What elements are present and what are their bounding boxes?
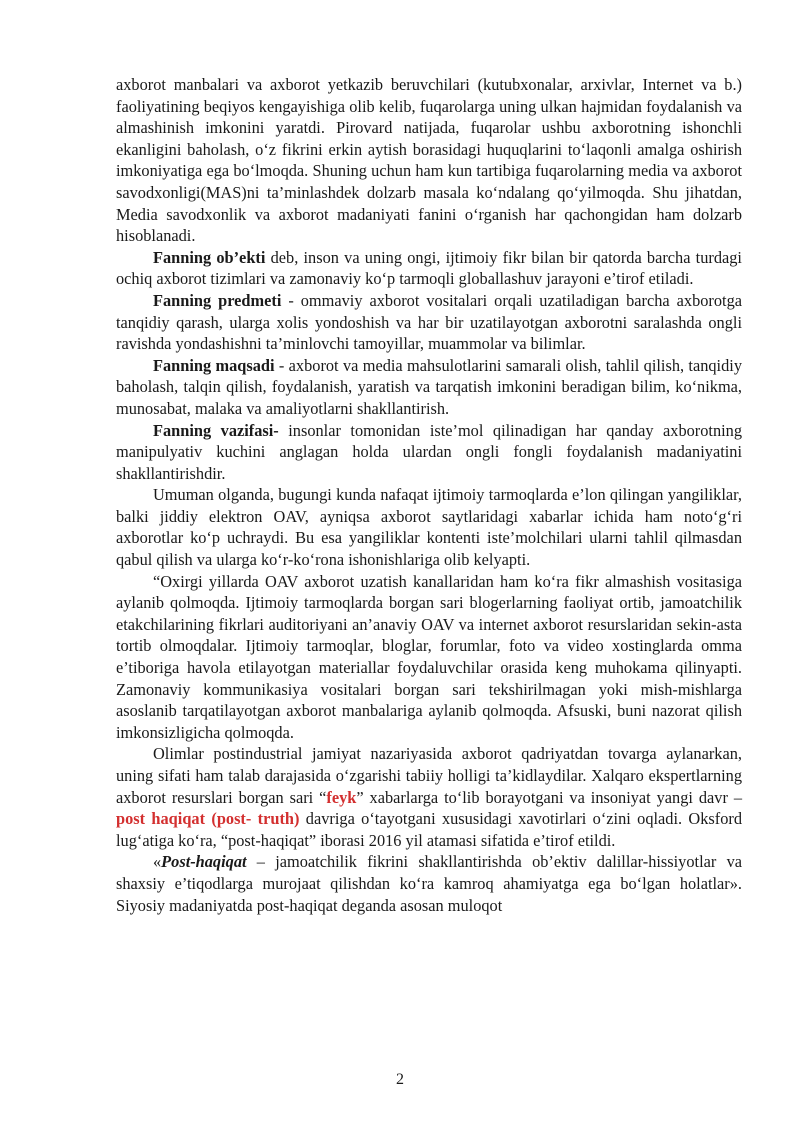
definition-tasks: insonlar tomonidan iste’mol qilinadigan har qanday axborotning manipulyativ kuchini anglagan holda ulardan ongli fongli foydalanish madaniyatini shakllantirishdir. xyxy=(116,420,742,483)
paragraph-post-truth xyxy=(116,743,742,851)
text-segment: Olimlar postindustrial jamiyat nazariyasida axborot qadriyatdan tovarga aylanarkan, uning sifati ham talab darajasida o‘zgarishi tabiiy holligi ta’kidlaydilar. Xalqaro ekspertlarning axborot resurslari borgan sari “ xyxy=(116,744,742,807)
paragraph-intro: axborot manbalari va axborot yetkazib beruvchilari (kutubxonalar, arxivlar, Internet va b.) faoliyatining beqiyos kengayishiga olib kelib, fuqarolarga uning ulkan hajmidan foydalanish va almashinish imkonini yaratdi. Pirovard natijada, fuqarolar ushbu axborotning ishonchli ekanligini baholash, o‘z fikrini erkin aytish borasidagi huquqlarini to‘laqonli amalga oshirish imkoniyatiga ega bo‘lmoqda. Shuning uchun ham kun tartibiga fuqarolarning media va axborot savodxonligi(MAS)ni ta’minlashdek dolzarb masala ko‘ndalang qo‘yilmoqda. Shu jihatdan, Media savodxonlik va axborot madaniyati fanini o‘rganish har qachongidan ham dolzarb hisoblanadi. xyxy=(116,75,742,246)
paragraph-general: Umuman olganda, bugungi kunda nafaqat ijtimoiy tarmoqlarda e’lon qilingan yangiliklar, balki jiddiy elektron OAV, ayniqsa axborot saytlaridagi xabarlar ichida ham noto‘g‘ri axborotlar ko‘p uchraydi. Bu esa yangiliklar kontenti iste’molchilari ularni tahlil qilmasdan qabul qilish va ularga ko‘r-ko‘rona ishonishlariga olib kelyapti. xyxy=(116,485,742,570)
definition-object: deb, inson va uning ongi, ijtimoiy fikr bilan bir qatorda barcha turdagi ochiq axborot tizimlari va zamonaviy ko‘p tarmoqli globallashuv jarayoni e’tirof etiladi. xyxy=(116,247,742,289)
paragraph-tasks xyxy=(116,420,742,485)
definition-goal: - axborot va media mahsulotlarini samarali olish, tahlil qilish, tanqidiy baholash, talqin qilish, foydalanish, yaratish va tarqatish imkonini beradigan bilim, ko‘nikma, munosabat, malaka va amaliyotlarni shakllantirish. xyxy=(116,355,742,418)
text-segment: davriga o‘tayotgani xususidagi xavotirlari o‘zini oqladi. Oksford lug‘atiga ko‘ra, “post-haqiqat” iborasi 2016 yil atamasi sifatida e’tirof etildi. xyxy=(116,809,742,850)
paragraph-object xyxy=(116,247,742,290)
text-segment: – jamoatchilik fikrini shakllantirishda ob’ektiv dalillar-hissiyotlar va shaxsiy e’tiqodlarga murojaat qilishdan ko‘ra kamroq ahamiyatga ega bo‘lgan holatlar». Siyosiy madaniyatda post-haqiqat deganda asosan muloqot xyxy=(116,852,742,915)
text-segment: ” xabarlarga to‘lib borayotgani va insoniyat yangi davr – xyxy=(356,787,742,807)
page-number: 2 xyxy=(396,1071,404,1088)
paragraph-quote: “Oxirgi yillarda OAV axborot uzatish kanallaridan ham ko‘ra fikr almashish vositasiga aylanib qolmoqda. Ijtimoiy tarmoqlarda borgan sari blogerlarning faoliyat ortib, jamoatchilik etakchilarining fikrlari auditoriyani an’anaviy OAV va internet axborot resurslaridan sekin-asta tortib olmoqdalar. Ijtimoiy tarmoqlar, bloglar, forumlar, foto va video xostinglarda omma e’tiboriga havola etilayotgan materiallar foydaluvchilar orasida keng muhokama qilinyapti. Zamonaviy kommunikasiya vositalari borgan sari tekshirilmagan yoki mish-mishlarga asoslanib tarqatilayotgan axborot manbalariga aylanib qolmoqda. Afsuski, buni nazorat qilish imkonsizligicha qolmoqda. xyxy=(116,571,742,742)
term-goal: Fanning maqsadi xyxy=(153,355,275,375)
highlight-post-truth: post haqiqat (post- truth) xyxy=(116,809,300,829)
term-object: Fanning ob’ekti xyxy=(153,247,266,267)
quote-mark: « xyxy=(153,852,162,872)
term-subject: Fanning predmeti xyxy=(153,290,282,310)
term-tasks: Fanning vazifasi- xyxy=(153,420,279,440)
paragraph-definition xyxy=(116,851,742,916)
document-body xyxy=(116,74,742,916)
definition-subject: - ommaviy axborot vositalari orqali uzatiladigan barcha axborotga tanqidiy qarash, ularga xolis yondoshish va har bir uzatilayotgan axborotni saralashda ongli ravishda yondashishni ta’minlovchi tamoyillar, muammolar va bilimlar. xyxy=(116,290,742,354)
highlight-fake: feyk xyxy=(326,787,357,807)
term-post-truth: Post-haqiqat xyxy=(161,852,247,872)
paragraph-goal xyxy=(116,355,742,420)
paragraph-subject xyxy=(116,290,742,355)
